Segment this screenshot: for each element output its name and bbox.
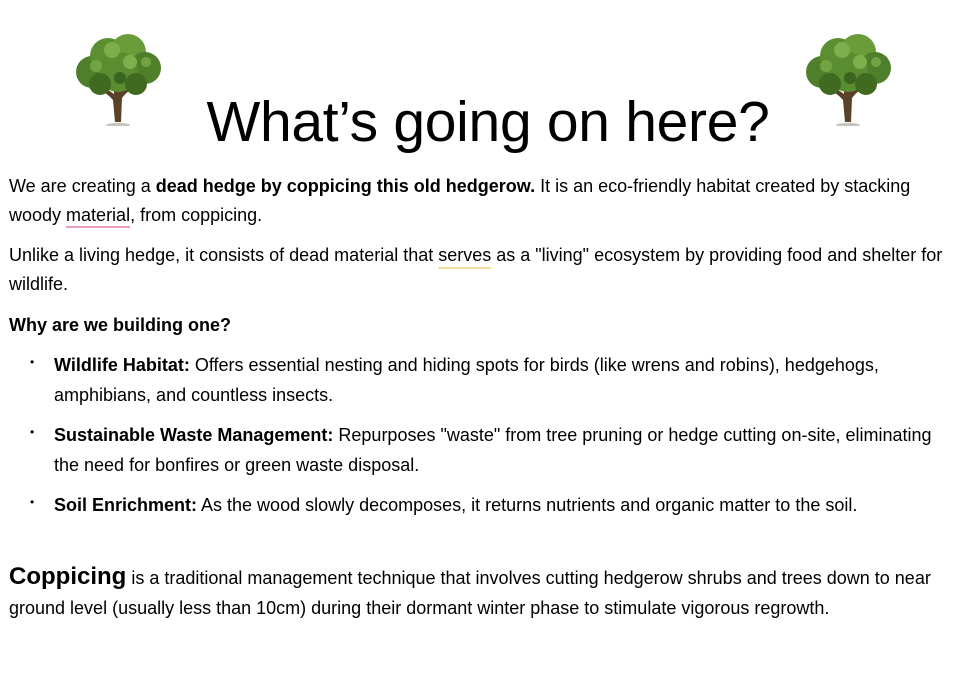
bullet-label: Soil Enrichment: — [54, 495, 198, 515]
bullet-text: As the wood slowly decomposes, it returns nutrients and organic matter to the soil. — [197, 495, 858, 515]
coppicing-definition: is a traditional management technique that involves cutting hedgerow shrubs and trees down to near ground level (usually less than 10cm) during their dormant winter phase to stimulate vigorous regrowth. — [9, 568, 931, 618]
list-item — [0, 420, 944, 480]
bullet-label: Wildlife Habitat: — [54, 355, 190, 375]
list-item — [0, 490, 944, 520]
bullet-text: Repurposes "waste" from tree pruning or hedge cutting on-site, eliminating the need for bonfires or green waste disposal. — [54, 425, 932, 475]
description-paragraph — [9, 241, 947, 299]
coppicing-paragraph — [9, 562, 947, 623]
bullet-marker: • — [30, 355, 35, 369]
bullet-marker: • — [30, 425, 35, 439]
bullet-marker: • — [30, 495, 35, 509]
description-text-1: Unlike a living hedge, it consists of dead material that — [9, 245, 439, 265]
bullet-text: Offers essential nesting and hiding spots for birds (like wrens and robins), hedgehogs, amphibians, and countless insects. — [54, 355, 879, 405]
intro-text-1: We are creating a — [9, 176, 156, 196]
intro-paragraph — [9, 172, 947, 230]
intro-text-2: It is an eco-friendly habitat created by stacking woody — [9, 176, 911, 225]
spellcheck-underlined-word[interactable]: material — [66, 205, 131, 225]
description-text-2: as a "living" ecosystem by providing food and shelter for wildlife. — [9, 245, 943, 294]
slide-title: What’s going on here? — [206, 90, 770, 154]
coppicing-term: Coppicing — [9, 563, 127, 590]
list-item — [0, 350, 944, 410]
intro-text-3: , from coppicing. — [130, 205, 263, 225]
grammar-underlined-word[interactable]: serves — [438, 245, 492, 265]
intro-bold-text: dead hedge by coppicing this old hedgerow. — [155, 176, 536, 196]
section-heading: Why are we building one? — [9, 315, 232, 335]
bullet-label: Sustainable Waste Management: — [54, 425, 334, 445]
benefits-list — [0, 350, 954, 530]
